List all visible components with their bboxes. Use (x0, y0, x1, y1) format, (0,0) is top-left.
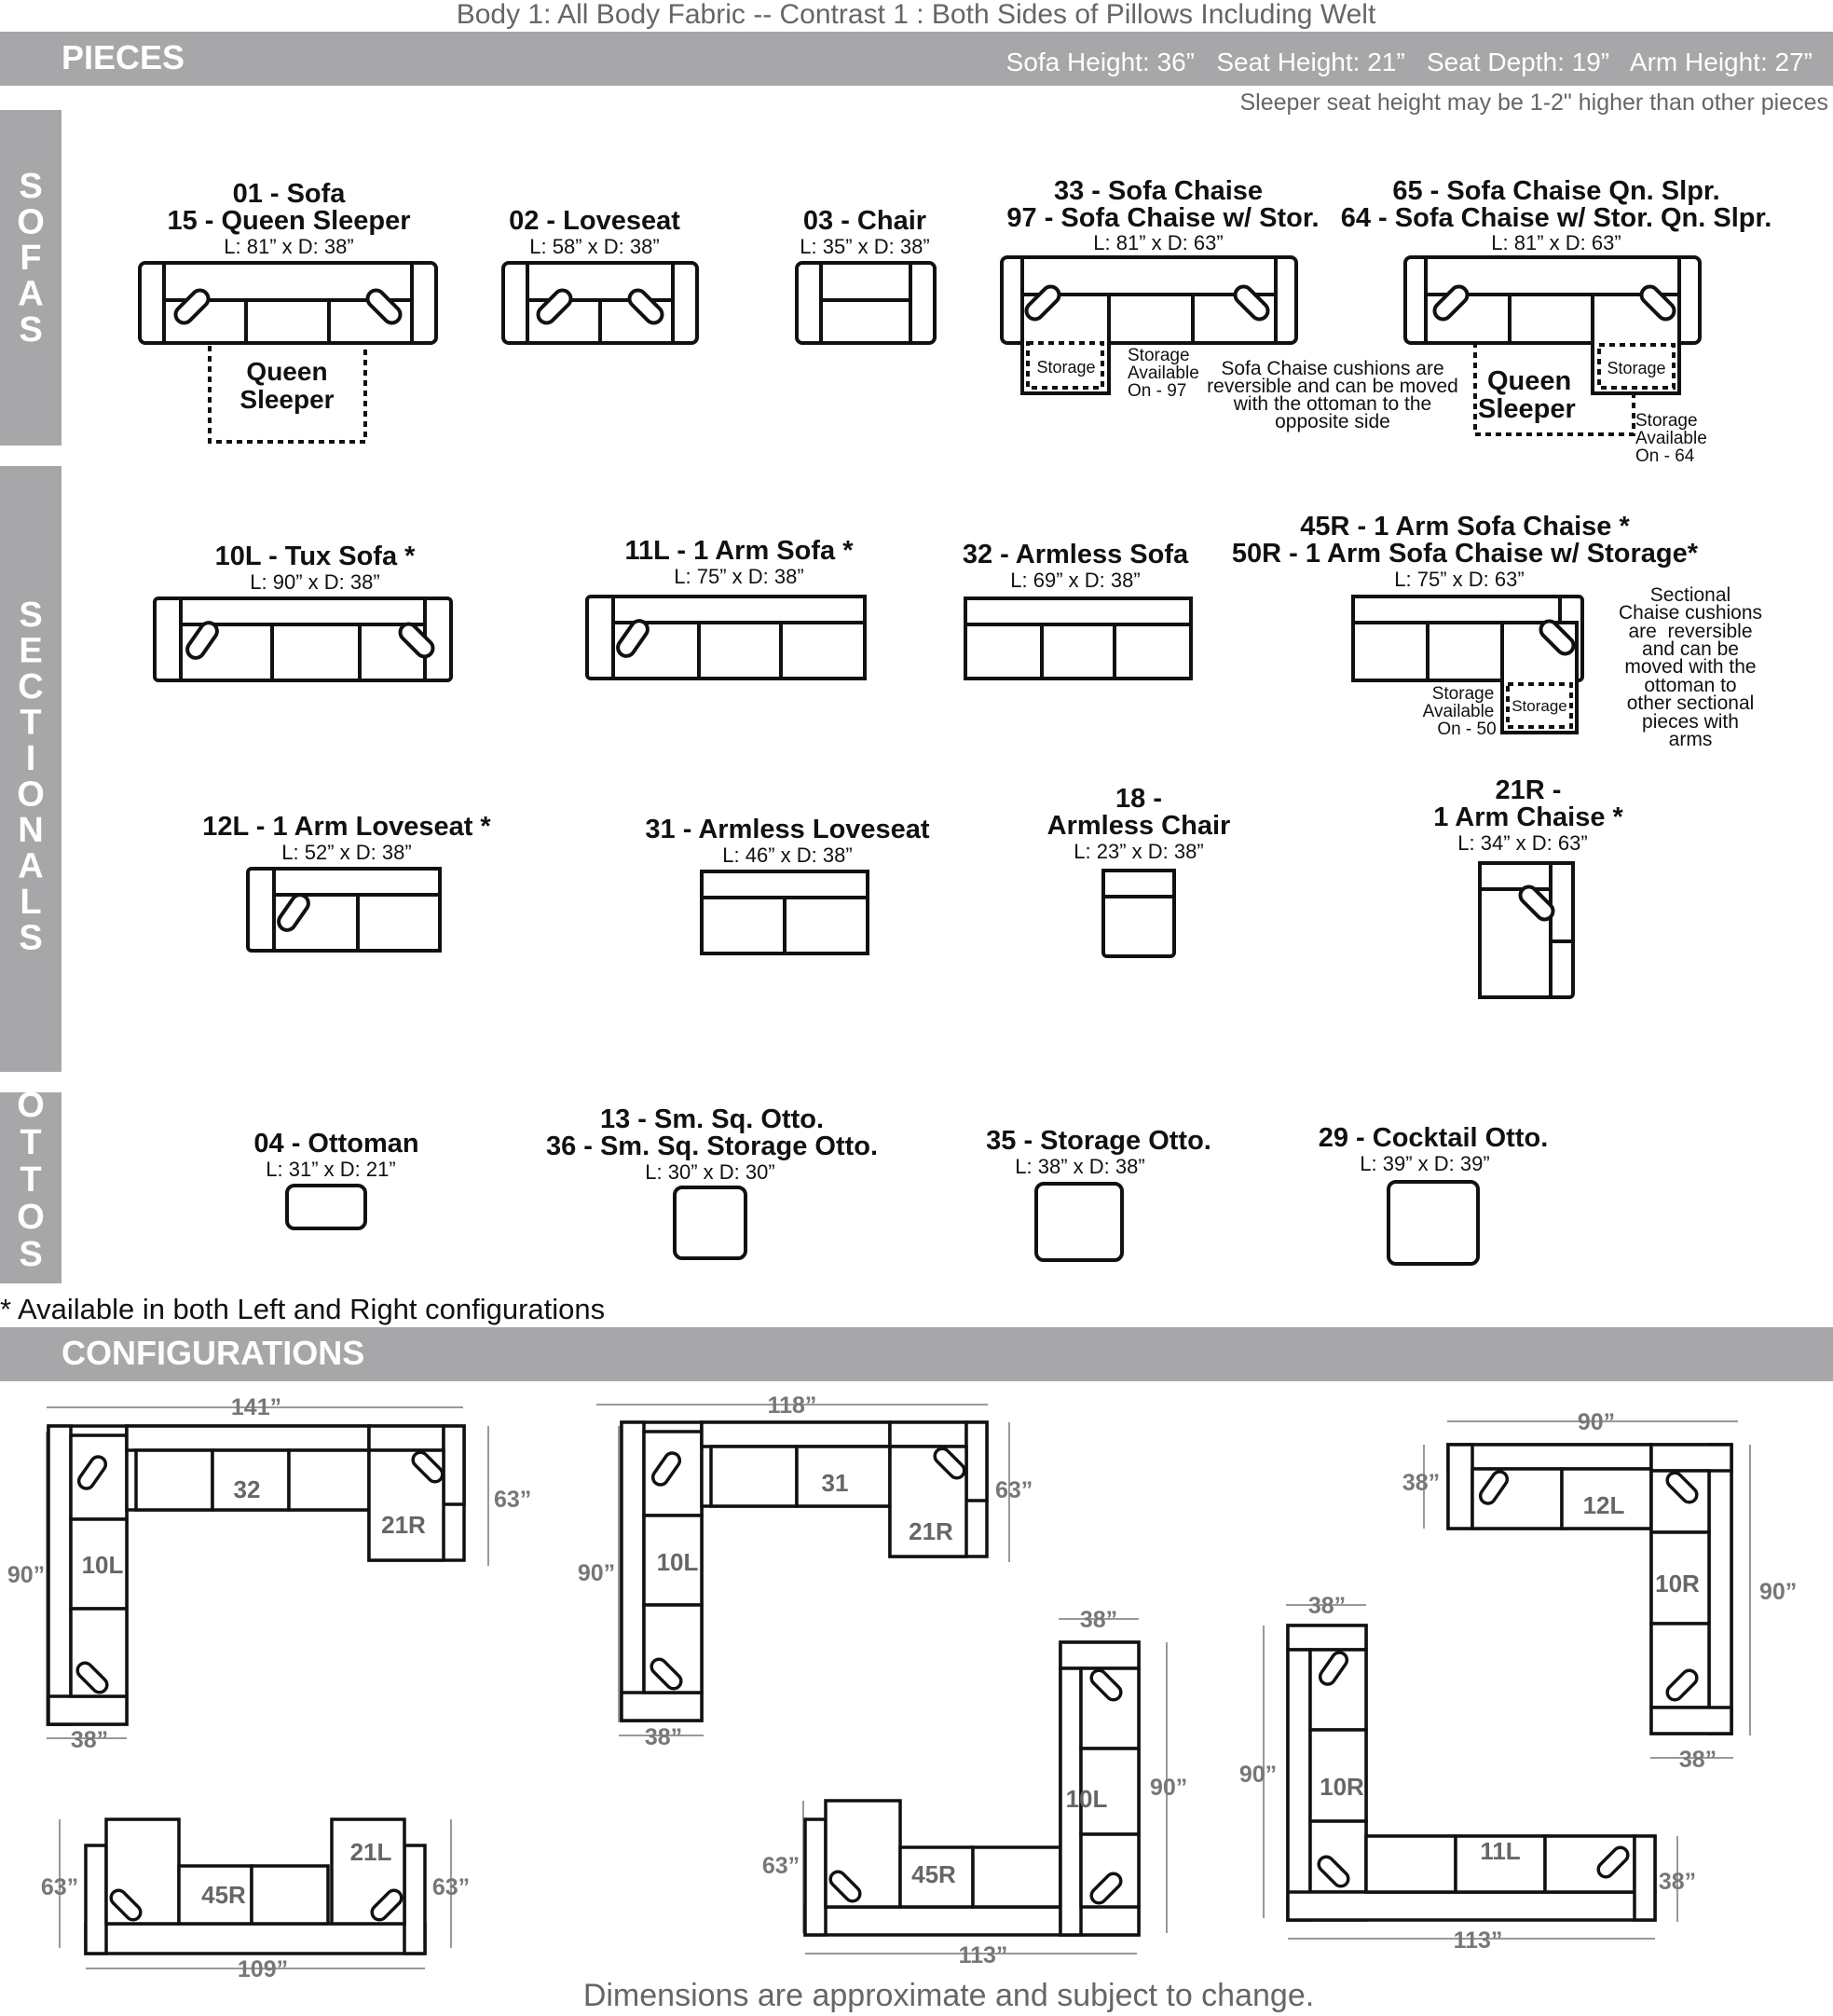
sectional-cushion-note (1619, 584, 1762, 750)
note-line: are reversible (1628, 621, 1753, 642)
sleeper-label: Queen (246, 357, 328, 386)
dim-label: 90” (7, 1562, 46, 1588)
note-line: reversible and can be moved (1207, 376, 1458, 397)
config-segment-label: 45R (911, 1860, 956, 1888)
side-tab-label: S E C T I O N A L S (17, 596, 45, 958)
side-tab-label: O T T O S (17, 1086, 45, 1274)
storage-available: Available (1422, 702, 1495, 721)
dim-label: 109” (237, 1956, 289, 1982)
side-tab-sofas (0, 110, 62, 446)
piece-dims: L: 35” x D: 38” (800, 235, 930, 258)
dim-label: 38” (644, 1724, 683, 1750)
piece-label: 65 - Sofa Chaise Qn. Slpr. (1392, 176, 1720, 206)
footer-disclaimer: Dimensions are approximate and subject to change. (582, 1978, 1315, 2013)
config-1 (7, 1394, 531, 1753)
dim-label: 63” (40, 1874, 79, 1900)
dim-label: 90” (1759, 1579, 1798, 1605)
configurations-title: CONFIGURATIONS (62, 1334, 365, 1372)
storage-label: Storage (1036, 358, 1096, 377)
config-segment-label: 21R (909, 1517, 953, 1545)
config-segment-label: 10R (1320, 1773, 1364, 1801)
piece-label: 12L - 1 Arm Loveseat * (202, 812, 491, 842)
config-segment-label: 21R (381, 1511, 426, 1539)
note-line: other sectional (1626, 693, 1755, 714)
note-line: moved with the (1624, 656, 1757, 678)
piece-label: 01 - Sofa (232, 179, 346, 209)
config-segment-label: 10L (1065, 1785, 1108, 1813)
config-segment-label: 32 (233, 1475, 261, 1503)
config-segment-label: 10L (656, 1548, 699, 1576)
piece-dims: L: 31” x D: 21” (266, 1158, 396, 1181)
height-specs: Sofa Height: 36” Seat Height: 21” Seat Depth: 19” Arm Height: 27” (1005, 48, 1812, 76)
piece-dims: L: 81” x D: 38” (224, 235, 354, 258)
config-3 (1402, 1409, 1797, 1773)
note-line: with the ottoman to the (1233, 393, 1432, 415)
piece-dims: L: 23” x D: 38” (1074, 840, 1204, 863)
piece-03-chair (797, 206, 935, 343)
piece-21r-one-arm-chaise (1433, 775, 1623, 997)
dim-label: 90” (1577, 1409, 1616, 1435)
config-segment-label: 10L (81, 1551, 124, 1579)
piece-65-sofa-chaise-sleeper (1341, 176, 1772, 466)
piece-label: 97 - Sofa Chaise w/ Stor. (1006, 203, 1320, 233)
piece-dims: L: 81” x D: 63” (1491, 231, 1621, 254)
piece-label: 04 - Ottoman (253, 1129, 419, 1159)
piece-dims: L: 75” x D: 63” (1394, 568, 1525, 591)
piece-10l-tux-sofa (155, 542, 451, 680)
piece-29-cocktail-otto (1319, 1123, 1549, 1264)
piece-label: 33 - Sofa Chaise (1053, 176, 1264, 206)
piece-18-armless-chair (1047, 784, 1231, 956)
piece-dims: L: 58” x D: 38” (529, 235, 660, 258)
piece-dims: L: 90” x D: 38” (250, 570, 380, 594)
piece-label: 10L - Tux Sofa * (214, 542, 416, 571)
piece-dims: L: 81” x D: 63” (1093, 231, 1224, 254)
piece-dims: L: 39” x D: 39” (1360, 1152, 1490, 1175)
storage-available: Storage (1431, 684, 1495, 704)
piece-label: 18 - (1115, 784, 1162, 814)
dim-label: 38” (1079, 1607, 1118, 1633)
piece-label: 45R - 1 Arm Sofa Chaise * (1300, 512, 1630, 542)
dim-label: 113” (958, 1942, 1008, 1968)
dim-label: 63” (494, 1487, 532, 1513)
piece-11l-one-arm-sofa (587, 536, 865, 679)
config-segment-label: 10R (1655, 1570, 1700, 1598)
piece-13-small-square-otto (546, 1104, 878, 1258)
storage-available: Available (1635, 429, 1707, 448)
piece-04-ottoman (253, 1129, 418, 1228)
config-6 (1239, 1593, 1696, 1954)
storage-available: On - 50 (1437, 720, 1497, 739)
pieces-title: PIECES (62, 38, 185, 76)
piece-label: 31 - Armless Loveseat (645, 815, 930, 844)
piece-label: 02 - Loveseat (509, 206, 680, 236)
config-segment-label: 12L (1582, 1491, 1625, 1519)
dim-label: 38” (1307, 1593, 1347, 1619)
config-segment-label: 21L (349, 1838, 392, 1866)
sleeper-height-note: Sleeper seat height may be 1-2" higher than other pieces (1239, 89, 1828, 116)
piece-label: 50R - 1 Arm Sofa Chaise w/ Storage* (1231, 539, 1699, 569)
config-5 (762, 1607, 1187, 1968)
piece-02-loveseat (503, 206, 697, 343)
dim-label: 90” (577, 1560, 616, 1586)
storage-available: Storage (1635, 411, 1698, 431)
dim-label: 38” (1658, 1869, 1697, 1895)
piece-label: 36 - Sm. Sq. Storage Otto. (545, 1131, 879, 1161)
piece-32-armless-sofa (963, 540, 1191, 679)
storage-label: Storage (1607, 359, 1666, 377)
storage-available: On - 64 (1635, 446, 1695, 466)
config-segment-label: 11L (1480, 1837, 1521, 1865)
side-tab-sectionals (0, 466, 62, 1072)
note-line: pieces with (1642, 711, 1739, 733)
piece-label: 35 - Storage Otto. (986, 1126, 1211, 1156)
piece-31-armless-loveseat (645, 815, 930, 953)
note-line: Chaise cushions (1618, 602, 1763, 624)
piece-35-storage-otto (986, 1126, 1211, 1260)
dim-label: 141” (230, 1394, 282, 1420)
note-line: Sofa Chaise cushions are (1221, 358, 1444, 379)
config-4 (41, 1819, 470, 1982)
storage-available: Storage (1128, 346, 1190, 365)
piece-dims: L: 46” x D: 38” (722, 843, 853, 867)
config-segment-label: 31 (821, 1469, 849, 1497)
piece-label: 21R - (1495, 775, 1562, 805)
storage-label: Storage (1512, 697, 1567, 715)
note-line: arms (1668, 729, 1713, 750)
storage-available: On - 97 (1128, 381, 1187, 401)
piece-dims: L: 38” x D: 38” (1015, 1155, 1145, 1178)
storage-available: Available (1128, 363, 1199, 383)
config-2 (578, 1392, 1033, 1750)
dim-label: 113” (1453, 1927, 1503, 1954)
dim-label: 90” (1150, 1775, 1188, 1801)
piece-label: 1 Arm Chaise * (1433, 802, 1623, 832)
dim-label: 90” (1238, 1762, 1278, 1788)
dim-label: 38” (1678, 1747, 1717, 1773)
side-tab-ottos (0, 1086, 62, 1283)
availability-note: * Available in both Left and Right configurations (0, 1293, 606, 1325)
sleeper-label: Queen (1487, 366, 1572, 396)
dim-label: 118” (767, 1392, 817, 1419)
piece-dims: L: 75” x D: 38” (674, 565, 804, 588)
dim-label: 63” (995, 1477, 1033, 1503)
piece-label: 15 - Queen Sleeper (167, 206, 411, 236)
chaise-cushion-note (1207, 358, 1458, 432)
note-line: Sectional (1649, 584, 1731, 606)
piece-12l-one-arm-loveseat (202, 812, 491, 951)
piece-01-sofa (140, 179, 436, 442)
piece-label: 32 - Armless Sofa (962, 540, 1189, 569)
dim-label: 63” (431, 1874, 471, 1900)
piece-label: 11L - 1 Arm Sofa * (624, 536, 854, 566)
side-tab-label: S O F A S (17, 167, 45, 350)
piece-label: 13 - Sm. Sq. Otto. (599, 1104, 825, 1134)
piece-dims: L: 69” x D: 38” (1010, 569, 1141, 592)
dim-label: 38” (70, 1727, 109, 1753)
dim-label: 63” (761, 1853, 800, 1879)
note-line: and can be (1642, 638, 1739, 660)
piece-dims: L: 30” x D: 30” (645, 1160, 775, 1184)
piece-label: 64 - Sofa Chaise w/ Stor. Qn. Slpr. (1340, 203, 1772, 233)
piece-dims: L: 52” x D: 38” (281, 841, 412, 864)
sleeper-label: Sleeper (239, 385, 335, 414)
piece-label: 03 - Chair (802, 206, 927, 236)
dim-label: 38” (1402, 1470, 1441, 1496)
piece-label: Armless Chair (1046, 811, 1231, 841)
note-line: opposite side (1275, 411, 1390, 432)
piece-dims: L: 34” x D: 63” (1457, 831, 1588, 855)
config-segment-label: 45R (201, 1881, 246, 1909)
piece-label: 29 - Cocktail Otto. (1318, 1123, 1549, 1153)
top-caption: Body 1: All Body Fabric -- Contrast 1 : Both Sides of Pillows Including Welt (456, 0, 1376, 30)
note-line: ottoman to (1644, 675, 1737, 696)
sleeper-label: Sleeper (1478, 394, 1576, 424)
